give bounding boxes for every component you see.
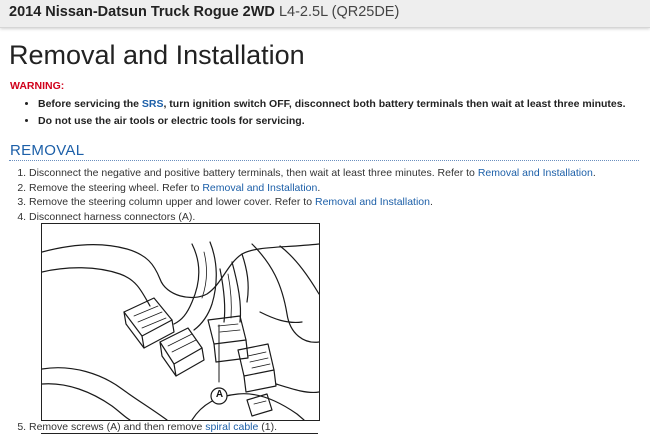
removal-steps — [12, 166, 596, 224]
step-tail: . — [592, 167, 596, 179]
warning-item-tools: • Do not use the air tools or electric tools for servicing. — [38, 114, 626, 128]
warning-text: Before servicing the — [38, 98, 142, 110]
step-tail: (1). — [258, 421, 278, 433]
figure-divider — [41, 433, 318, 434]
harness-connector-illustration — [41, 223, 320, 421]
warning-text: , turn ignition switch OFF, disconnect both battery terminals then wait at least three minutes. — [163, 98, 626, 110]
page-title: Removal and Installation — [9, 40, 305, 70]
removal-installation-link[interactable]: Removal and Installation — [477, 167, 593, 179]
top-bar — [0, 0, 650, 28]
removal-installation-link[interactable]: Removal and Installation — [202, 181, 318, 194]
removal-installation-link[interactable]: Removal and Installation — [314, 196, 430, 208]
vehicle-name: 2014 Nissan-Datsun Truck Rogue 2WD — [9, 4, 275, 20]
section-title-removal: REMOVAL — [10, 142, 85, 159]
step-item — [29, 420, 277, 434]
removal-steps-continued — [12, 420, 277, 434]
step-text: Remove screws (A) and then remove — [29, 421, 206, 433]
step-item — [29, 181, 596, 196]
callout-a-label: A — [215, 389, 224, 400]
warning-item-srs — [38, 97, 626, 111]
step-tail: . — [429, 196, 433, 208]
section-divider — [9, 160, 639, 162]
warning-label: WARNING: — [10, 80, 65, 92]
warning-list — [22, 97, 626, 131]
step-item — [29, 195, 596, 210]
engine-spec: L4-2.5L (QR25DE) — [278, 4, 400, 20]
spiral-cable-link[interactable]: spiral cable — [205, 421, 259, 433]
step-text: Remove the steering wheel. Refer to — [29, 181, 203, 194]
srs-link[interactable]: SRS — [141, 98, 164, 110]
vehicle-title — [9, 4, 399, 20]
step-text: Disconnect harness connectors (A). — [29, 210, 196, 223]
step-text: Remove the steering column upper and lower cover. Refer to — [29, 196, 315, 208]
step-item — [29, 166, 596, 181]
step-text: Disconnect the negative and positive battery terminals, then wait at least three minutes. Refer to — [29, 167, 478, 179]
step-tail: . — [317, 181, 321, 194]
step-item — [29, 210, 596, 225]
technical-drawing — [42, 224, 319, 420]
